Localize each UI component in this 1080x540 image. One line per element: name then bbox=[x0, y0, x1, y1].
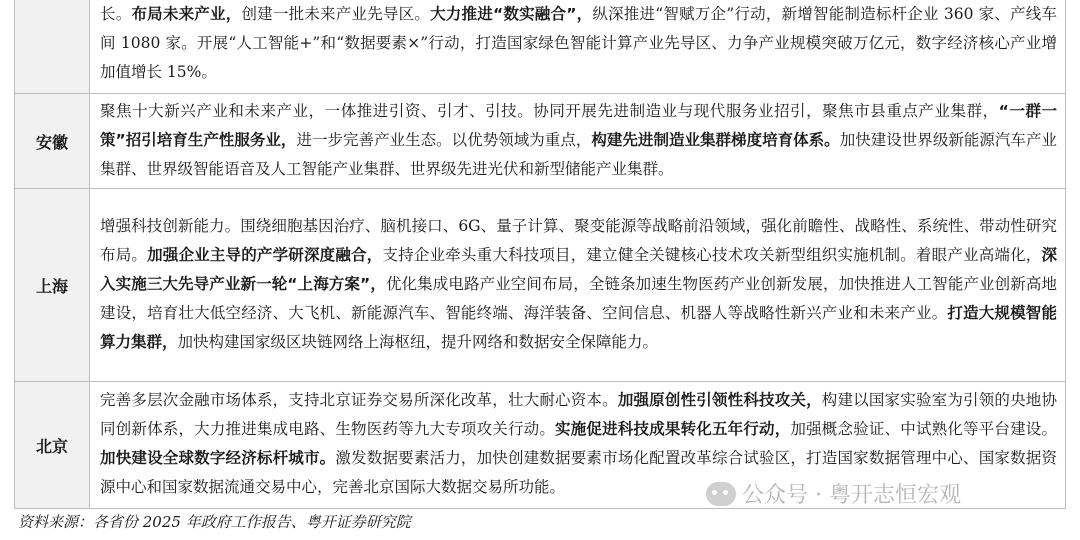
region-cell: 安徽 bbox=[15, 94, 90, 189]
body-text: 构建以国家实验室为引领的央地协同创新体系，大力推进集成电路、生物医药等九大专项攻关行动。 bbox=[100, 391, 1057, 438]
wechat-icon bbox=[706, 482, 736, 506]
policy-table-body bbox=[15, 0, 1066, 509]
table-row bbox=[15, 94, 1066, 189]
body-text: 纵深推进“智赋万企”行动，新增智能制造标杆企业 360 家、产线车间 1080 家。开展“人工智能+”和“数据要素×”行动，打造国家绿色智能计算产业先导区、力争产业规模突破万亿元，数字经济核心产业增加值增长 15%。 bbox=[100, 4, 1057, 81]
body-text: 创建一批未来产业先导区。 bbox=[241, 4, 431, 23]
body-text: 优化集成电路产业空间布局，全链条加速生物医药产业创新发展，加快推进人工智能产业创新高地建设，培育壮大低空经济、大飞机、新能源汽车、智能终端、海洋装备、空间信息、机器人等战略性新兴产业和未来产业。 bbox=[100, 274, 1057, 322]
watermark-text: 公众号 · 粤开志恒宏观 bbox=[742, 483, 961, 508]
policy-text-cell bbox=[90, 189, 1066, 382]
source-note: 资料来源：各省份 2025 年政府工作报告、粤开证券研究院 bbox=[18, 513, 411, 531]
emphasis-text: 实施促进科技成果转化五年行动， bbox=[555, 420, 791, 438]
region-cell bbox=[15, 0, 90, 94]
watermark bbox=[706, 478, 961, 509]
table-row bbox=[15, 189, 1066, 382]
emphasis-text: 加强原创性引领性科技攻关， bbox=[617, 391, 822, 409]
region-cell: 上海 bbox=[15, 189, 90, 382]
policy-table bbox=[14, 0, 1066, 509]
emphasis-text: 构建先进制造业集群梯度培育体系。 bbox=[591, 130, 840, 149]
emphasis-text: 大力推进“数实融合”， bbox=[430, 4, 593, 23]
policy-text-cell bbox=[90, 94, 1066, 189]
region-cell: 北京 bbox=[15, 382, 90, 509]
emphasis-text: 加强企业主导的产学研深度融合， bbox=[147, 245, 383, 264]
body-text: 激发数据要素活力，加快创建数据要素市场化配置改革综合试验区，打造国家数据管理中心、国家数据资源中心和国家数据流通交易中心，完善北京国际大数据交易所功能。 bbox=[100, 449, 1057, 496]
body-text: 长。 bbox=[100, 4, 132, 23]
body-text: 加强概念验证、中试熟化等平台建设。 bbox=[790, 420, 1057, 438]
emphasis-text: 加快建设全球数字经济标杆城市。 bbox=[100, 449, 336, 467]
emphasis-text: 打造大规模智能算力集群， bbox=[100, 303, 1057, 351]
policy-text-cell bbox=[90, 0, 1066, 94]
body-text: 完善多层次金融市场体系，支持北京证券交易所深化改革，壮大耐心资本。 bbox=[100, 391, 618, 409]
body-text: 加快建设世界级新能源汽车产业集群、世界级智能语音及人工智能产业集群、世界级先进光伏和新型储能产业集群。 bbox=[100, 130, 1057, 178]
body-text: 加快构建国家级区块链网络上海枢纽，提升网络和数据安全保障能力。 bbox=[177, 332, 659, 351]
body-text: 增强科技创新能力。围绕细胞基因治疗、脑机接口、6G、量子计算、聚变能源等战略前沿领域，强化前瞻性、战略性、系统性、带动性研究布局。 bbox=[100, 216, 1057, 264]
body-text: 进一步完善产业生态。以优势领域为重点， bbox=[296, 130, 592, 149]
emphasis-text: “一群一策”招引培育生产性服务业， bbox=[100, 101, 1058, 149]
table-row bbox=[15, 0, 1066, 94]
emphasis-text: 深入实施三大先导产业新一轮“上海方案”， bbox=[100, 245, 1057, 293]
emphasis-text: 布局未来产业， bbox=[131, 4, 242, 23]
body-text: 支持企业牵头重大科技项目，建立健全关键核心技术攻关新型组织实施机制。着眼产业高端化， bbox=[382, 245, 1042, 264]
body-text: 聚焦十大新兴产业和未来产业，一体推进引资、引才、引技。协同开展先进制造业与现代服务业招引，聚焦市县重点产业集群， bbox=[100, 101, 999, 120]
